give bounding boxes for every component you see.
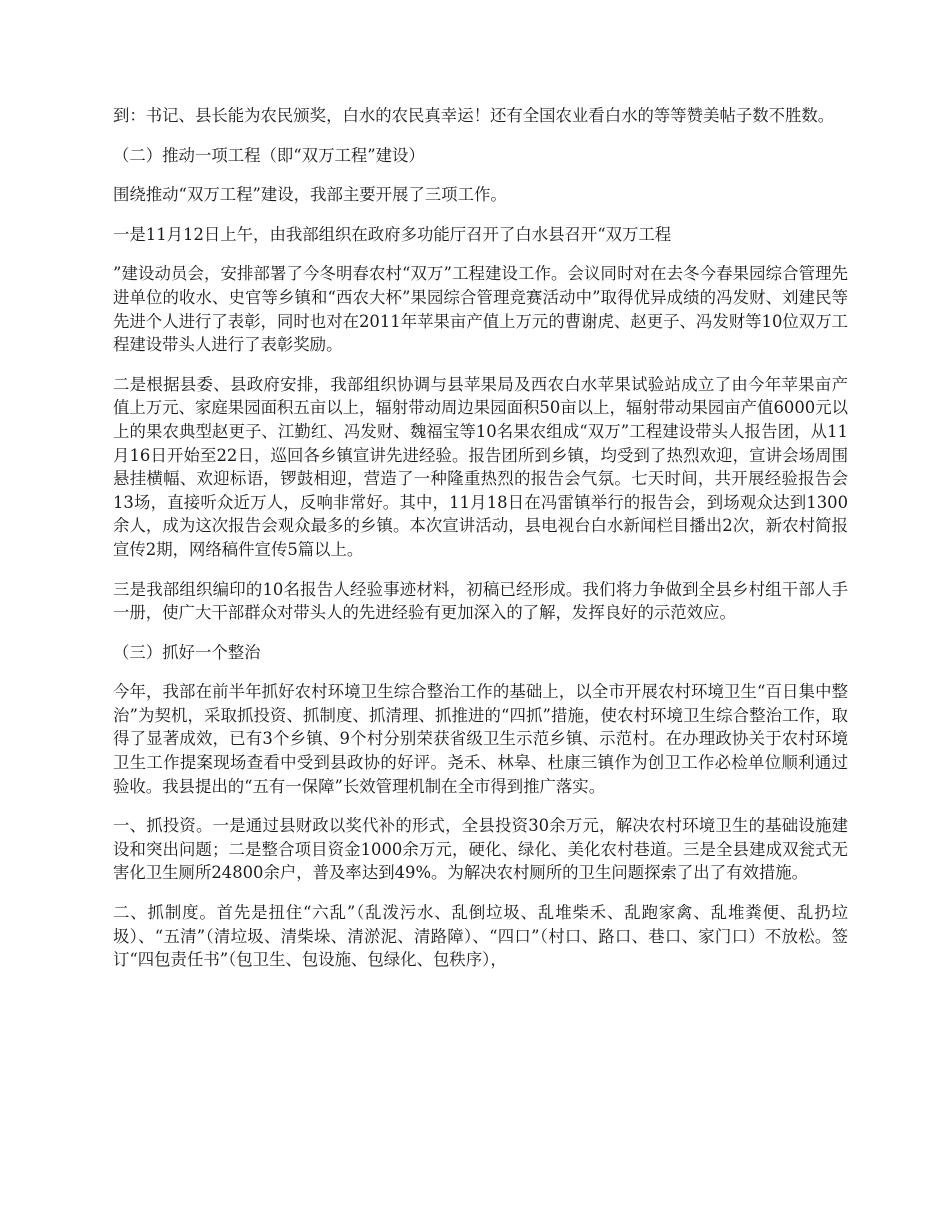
section-heading-3: （三）抓好一个整治: [113, 642, 261, 662]
paragraph-system: 二、抓制度。首先是扭住“六乱”（乱泼污水、乱倒垃圾、乱堆柴禾、乱跑家禽、乱堆粪便、乱扔垃圾）、“五清”（清垃圾、清柴垛、清淤泥、清路障）、“四口”（村口、路口、巷口、家门口）不放松。签订“四包责任书”（包卫生、包设施、包绿化、包秩序），: [113, 903, 848, 970]
document-page: [113, 104, 848, 988]
paragraph-investment: 一、抓投资。一是通过县财政以奖代补的形式，全县投资30余万元，解决农村环境卫生的基础设施建设和突出问题；二是整合项目资金1000余万元，硬化、绿化、美化农村巷道。三是全县建成双瓮式无害化卫生厕所24800余户，普及率达到49%。为解决农村厕所的卫生问题探索了出了有效措施。: [113, 816, 848, 883]
paragraph-item1-body: ”建设动员会，安排部署了今冬明春农村“双万”工程建设工作。会议同时对在去冬今春果园综合管理先进单位的收水、史官等乡镇和“西农大杯”果园综合管理竞赛活动中”取得优异成绩的冯发财、刘建民等先进个人进行了表彰，同时也对在2011年苹果亩产值上万元的曹谢虎、赵更子、冯发财等10位双万工程建设带头人进行了表彰奖励。: [113, 264, 848, 355]
paragraph-item3: 三是我部组织编印的10名报告人经验事迹材料，初稿已经形成。我们将力争做到全县乡村组干部人手一册，使广大干部群众对带头人的先进经验有更加深入的了解，发挥良好的示范效应。: [113, 579, 848, 623]
paragraph-section2-intro: 围绕推动“双万工程”建设，我部主要开展了三项工作。: [113, 185, 507, 205]
paragraph-intro-tail: 到：书记、县长能为农民颁奖，白水的农民真幸运！还有全国农业看白水的等等赞美帖子数不胜数。: [113, 106, 835, 125]
section-heading-2: （二）推动一项工程（即“双万工程”建设）: [113, 145, 425, 165]
paragraph-item2: 二是根据县委、县政府安排，我部组织协调与县苹果局及西农白水苹果试验站成立了由今年苹果亩产值上万元、家庭果园面积五亩以上，辐射带动周边果园面积50亩以上，辐射带动果园亩产值6000元以上的果农典型赵更子、江勤红、冯发财、魏福宝等10名果农组成“双万”工程建设带头人报告团，从11月16日开始至22日，巡回各乡镇宣讲先进经验。报告团所到乡镇，均受到了热烈欢迎，宣讲会场周围悬挂横幅、欢迎标语，锣鼓相迎，营造了一种隆重热烈的报告会气氛。七天时间，共开展经验报告会13场，直接听众近万人，反响非常好。其中，11月18日在冯雷镇举行的报告会，到场观众达到1300余人，成为这次报告会观众最多的乡镇。本次宣讲活动，县电视台白水新闻栏目播出2次，新农村简报宣传2期，网络稿件宣传5篇以上。: [113, 374, 848, 559]
paragraph-section3-intro: 今年，我部在前半年抓好农村环境卫生综合整治工作的基础上，以全市开展农村环境卫生“百日集中整治”为契机，采取抓投资、抓制度、抓清理、抓推进的“四抓”措施，使农村环境卫生综合整治工作，取得了显著成效，已有3个乡镇、9个村分别荣获省级卫生示范乡镇、示范村。在办理政协关于农村环境卫生工作提案现场查看中受到县政协的好评。尧禾、林皋、杜康三镇作为创卫工作必检单位顺利通过验收。我县提出的“五有一保障”长效管理机制在全市得到推广落实。: [113, 682, 848, 796]
paragraph-item1-start: 一是11月12日上午，由我部组织在政府多功能厅召开了白水县召开“双万工程: [113, 224, 672, 244]
